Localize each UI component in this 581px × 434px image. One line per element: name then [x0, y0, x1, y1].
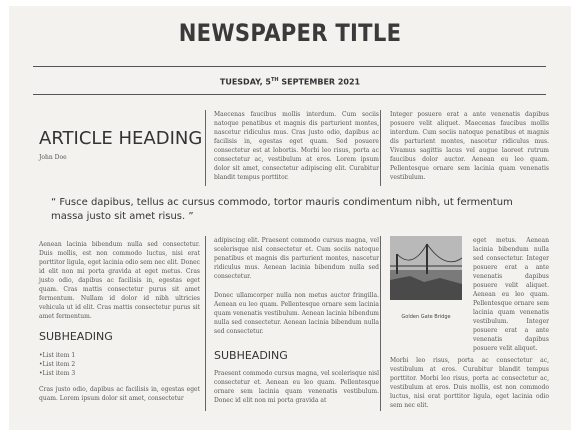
- column-divider-bottom-1: [205, 236, 206, 411]
- date-ordinal: TH: [270, 77, 279, 83]
- subheading-2: SUBHEADING: [214, 349, 288, 362]
- bullet-list: [39, 351, 75, 378]
- list-item: • List item 1: [39, 351, 75, 360]
- golden-gate-bridge-photo: [390, 236, 462, 300]
- column-divider-top-1: [205, 110, 206, 186]
- date-suffix: SEPTEMBER 2021: [278, 77, 361, 87]
- date-prefix: TUESDAY, 5: [219, 77, 271, 87]
- bridge-illustration: [390, 236, 462, 300]
- column-divider-top-2: [380, 110, 381, 186]
- article-column-2-bottom: Praesent commodo cursus magna, vel scelerisque nisl consectetur et. Aenean eu leo quam. Pellentesque ornare sem lacinia quam venenatis vestibulum. Donec id elit non mi porta gravida at: [214, 370, 379, 404]
- article-column-3-bottom: Morbi leo risus, porta ac consectetur ac, vestibulum at eros. Curabitur blandit tempus porttitor. Morbi leo risus, porta ac consectetur ac, vestibulum at eros. Duis mollis, est non commodo luctus, nisi erat porttitor ligula, eget lacinia odio sem nec elit.: [390, 357, 549, 409]
- column-divider-bottom-2: [380, 236, 381, 411]
- list-item: • List item 3: [39, 369, 75, 378]
- photo-caption: Golden Gate Bridge: [401, 314, 451, 320]
- article-byline: John Doe: [39, 154, 67, 161]
- article-heading: ARTICLE HEADING: [39, 128, 203, 149]
- article-column-2-top: Maecenas faucibus mollis interdum. Cum sociis natoque penatibus et magnis dis parturient montes, nascetur ridiculus mus. Cras justo odio, dapibus ac facilisis in, egestas eget quam. Sed posuere consectetur est at lobortis. Morbi leo risus, porta ac consectetur ac, vestibulum at eros. Lorem ipsum dolor sit amet, consectetur adipiscing elit. Curabitur blandit tempus porttitor.: [214, 111, 379, 181]
- dateline: [9, 77, 571, 87]
- newspaper-title: NEWSPAPER TITLE: [178, 19, 402, 47]
- masthead-divider-bottom: [33, 94, 546, 95]
- masthead-divider-top: [33, 66, 546, 67]
- article-column-1-middle: Aenean lacinia bibendum nulla sed consectetur. Duis mollis, est non commodo luctus, nisi erat porttitor ligula, eget lacinia odio sem nec elit. Donec id elit non mi porta gravida at eget metus. Cras justo odio, dapibus ac facilisis in, egestas eget quam. Cras mattis consectetur purus sit amet fermentum. Nullam id dolor id nibh ultricies vehicula ut id elit. Cras mattis consectetur purus sit amet fermentum.: [39, 241, 200, 320]
- article-column-3-top: Integer posuere erat a ante venenatis dapibus posuere velit aliquet. Maecenas faucibus mollis interdum. Cum sociis natoque penatibus et magnis dis parturient montes, nascetur ridiculus mus. Vivamus sagittis lacus vel augue laoreet rutrum faucibus dolor auctor. Aenean eu leo quam. Pellentesque ornare sem lacinia quam venenatis vestibulum.: [390, 111, 549, 181]
- list-item: • List item 2: [39, 360, 75, 369]
- newspaper-page: [9, 6, 571, 430]
- article-column-3-side: eget metus. Aenean lacinia bibendum nulla sed consectetur. Integer posuere erat a ante venenatis dapibus posuere velit aliquet. Aenean eu leo quam. Pellentesque ornare sem lacinia quam venenatis vestibulum. Integer posuere erat a ante venenatis dapibus posuere velit aliquet.: [473, 237, 549, 352]
- article-column-2-middle-b: Donec ullamcorper nulla non metus auctor fringilla. Aenean eu leo quam. Pellentesque ornare sem lacinia quam venenatis vestibulum. Aenean lacinia bibendum nulla sed consectetur. Aenean lacinia bibendum nulla sed consectetur.: [214, 292, 379, 335]
- pull-quote: “ Fusce dapibus, tellus ac cursus commodo, tortor mauris condimentum nibh, ut fermentum massa justo sit amet risus. ”: [51, 197, 513, 222]
- article-column-2-middle-a: adipiscing elit. Praesent commodo cursus magna, vel scelerisque nisl consectetur et. Cum sociis natoque penatibus et magnis dis parturient montes, nascetur ridiculus mus. Aenean lacinia bibendum nulla sed consectetur.: [214, 237, 379, 280]
- subheading-1: SUBHEADING: [39, 330, 113, 343]
- article-column-1-bottom: Cras justo odio, dapibus ac facilisis in, egestas eget quam. Lorem ipsum dolor sit amet, consectetur: [39, 386, 200, 402]
